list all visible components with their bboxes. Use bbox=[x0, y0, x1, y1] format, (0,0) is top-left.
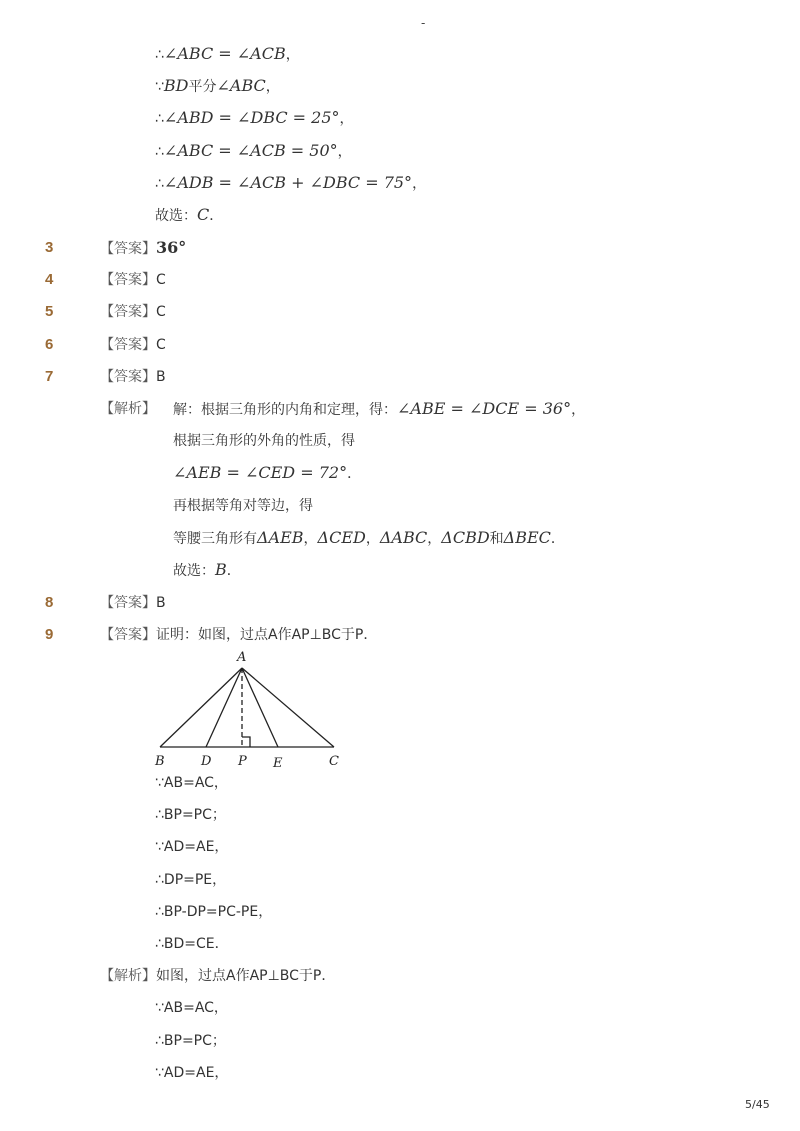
answer-text: 证明：如图，过点A作AP⊥BC于P． bbox=[156, 627, 378, 643]
therefore-symbol: ∴ bbox=[155, 144, 164, 160]
text: 解：根据三角形的内角和定理，得： bbox=[173, 402, 397, 418]
question-number: 8 bbox=[45, 594, 54, 611]
question-number: 9 bbox=[45, 626, 54, 643]
proof-line: ∵AB=AC， bbox=[155, 775, 228, 791]
segment-ad bbox=[206, 668, 242, 747]
answer-label: 【答案】 bbox=[100, 369, 156, 385]
answer-line-q9 bbox=[100, 625, 377, 645]
proof-line: ∴BP-DP=PC-PE， bbox=[155, 904, 273, 920]
text: 平分 bbox=[188, 79, 217, 95]
math-expr: ΔBEC bbox=[503, 528, 551, 547]
answer-label: 【答案】 bbox=[100, 337, 156, 353]
analysis-label: 【解析】 bbox=[100, 401, 156, 417]
answer-line-q6 bbox=[100, 335, 166, 355]
answer-value: C bbox=[156, 272, 166, 288]
answer-label: 【答案】 bbox=[100, 627, 156, 643]
analysis-proof-line: ∵AB=AC， bbox=[155, 1000, 228, 1016]
analysis-proof-line: ∵AD=AE， bbox=[155, 1065, 229, 1081]
analysis-line-q7-3 bbox=[173, 463, 361, 484]
math-expr: ΔAEB bbox=[257, 528, 304, 547]
proof-line: ∵AD=AE， bbox=[155, 839, 229, 855]
answer-label: 【答案】 bbox=[100, 272, 156, 288]
text: 和 bbox=[489, 531, 504, 547]
segment-ab bbox=[160, 668, 242, 747]
punct: ． bbox=[347, 466, 362, 482]
answer-label: 【答案】 bbox=[100, 304, 156, 320]
prev-line-2 bbox=[155, 76, 280, 97]
math-expr: ∠ADB = ∠ACB + ∠DBC = 75° bbox=[163, 173, 413, 192]
answer-value: C bbox=[156, 304, 166, 320]
text: 故选： bbox=[155, 208, 197, 224]
punct: ． bbox=[550, 531, 565, 547]
analysis-line-q7-1 bbox=[100, 399, 156, 419]
math-expr: ∠ABD = ∠DBC = 25° bbox=[163, 108, 340, 127]
punct: ， bbox=[337, 144, 352, 160]
math-expr: ∠ABE = ∠DCE = 36° bbox=[397, 399, 572, 418]
proof-line: ∴DP=PE， bbox=[155, 872, 227, 888]
question-number: 7 bbox=[45, 368, 54, 385]
math-expr: ∠ABC bbox=[216, 76, 266, 95]
proof-line: ∴BP=PC； bbox=[155, 807, 226, 823]
answer-value: B bbox=[156, 595, 166, 611]
answer-value: 36° bbox=[156, 238, 187, 257]
answer-line-q8 bbox=[100, 593, 166, 613]
segment-ae bbox=[242, 668, 278, 747]
analysis-text: 如图，过点A作AP⊥BC于P． bbox=[156, 968, 336, 984]
text: 故选： bbox=[173, 563, 215, 579]
math-expr: BD bbox=[163, 76, 189, 95]
text: 等腰三角形有 bbox=[173, 531, 257, 547]
answer-value: C bbox=[156, 337, 166, 353]
page-number: 5/45 bbox=[745, 1098, 770, 1111]
question-number: 6 bbox=[45, 336, 54, 353]
punct: ， bbox=[427, 531, 442, 547]
answer-line-q7 bbox=[100, 367, 166, 387]
analysis-proof-line: ∴BP=PC； bbox=[155, 1033, 226, 1049]
punct: ， bbox=[339, 111, 354, 127]
answer-line-q3 bbox=[100, 238, 186, 259]
analysis-line-q7-5 bbox=[173, 528, 565, 549]
therefore-symbol: ∴ bbox=[155, 111, 164, 127]
answer-label: 【答案】 bbox=[100, 241, 156, 257]
punct: ， bbox=[412, 176, 427, 192]
punct: ， bbox=[365, 531, 380, 547]
right-angle-mark bbox=[242, 737, 250, 747]
label-b: B bbox=[155, 754, 165, 769]
answer-value: B bbox=[156, 369, 166, 385]
analysis-text bbox=[173, 399, 585, 420]
segment-ac bbox=[242, 668, 334, 747]
question-number: 5 bbox=[45, 303, 54, 320]
prev-line-3 bbox=[155, 108, 354, 129]
punct: ， bbox=[265, 79, 280, 95]
answer-line-q5 bbox=[100, 302, 166, 322]
prev-line-6 bbox=[155, 205, 223, 226]
proof-line: ∴BD=CE． bbox=[155, 936, 229, 952]
prev-line-5 bbox=[155, 173, 426, 194]
label-d: D bbox=[201, 754, 212, 769]
because-symbol: ∵ bbox=[155, 79, 164, 95]
therefore-symbol: ∴ bbox=[155, 176, 164, 192]
math-expr: B bbox=[215, 560, 227, 579]
punct: ， bbox=[571, 402, 586, 418]
prev-line-1 bbox=[155, 44, 300, 65]
label-e: E bbox=[273, 756, 283, 771]
math-expr: ΔABC bbox=[379, 528, 428, 547]
analysis-line-q7-6 bbox=[173, 560, 241, 581]
analysis-line-q7-4: 再根据等角对等边，得 bbox=[173, 498, 313, 514]
math-expr: ΔCED bbox=[317, 528, 366, 547]
triangle-figure bbox=[150, 648, 350, 773]
punct: ， bbox=[285, 47, 300, 63]
therefore-symbol: ∴ bbox=[155, 47, 164, 63]
analysis-line-q9 bbox=[100, 966, 335, 986]
math-expr: ∠ABC = ∠ACB = 50° bbox=[163, 141, 338, 160]
label-a: A bbox=[237, 650, 247, 665]
header-mark: - bbox=[421, 16, 426, 30]
punct: ． bbox=[226, 563, 241, 579]
question-number: 4 bbox=[45, 271, 54, 288]
analysis-label: 【解析】 bbox=[100, 968, 156, 984]
math-expr: ∠ABC = ∠ACB bbox=[163, 44, 286, 63]
label-p: P bbox=[238, 754, 247, 769]
answer-line-q4 bbox=[100, 270, 166, 290]
label-c: C bbox=[329, 754, 339, 769]
punct: ． bbox=[209, 208, 224, 224]
math-expr: C bbox=[197, 205, 210, 224]
math-expr: ∠AEB = ∠CED = 72° bbox=[173, 463, 348, 482]
prev-line-4 bbox=[155, 141, 352, 162]
answer-label: 【答案】 bbox=[100, 595, 156, 611]
analysis-line-q7-2: 根据三角形的外角的性质，得 bbox=[173, 433, 355, 449]
question-number: 3 bbox=[45, 239, 54, 256]
math-expr: ΔCBD bbox=[441, 528, 490, 547]
punct: ， bbox=[303, 531, 318, 547]
